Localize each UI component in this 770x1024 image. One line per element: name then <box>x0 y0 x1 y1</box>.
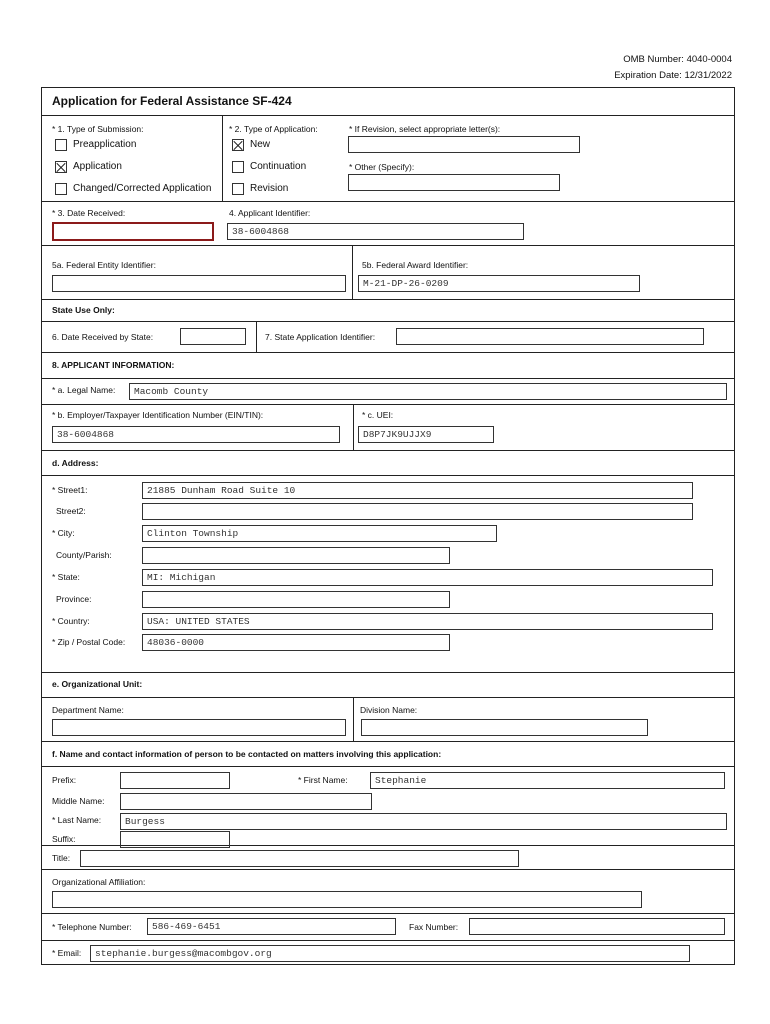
telephone-input[interactable]: 586-469-6451 <box>147 918 396 935</box>
street1-label: * Street1: <box>52 485 88 495</box>
form-title: Application for Federal Assistance SF-424 <box>52 94 292 108</box>
changed-corrected-label: Changed/Corrected Application <box>73 183 212 194</box>
province-input[interactable] <box>142 591 450 608</box>
street2-input[interactable] <box>142 503 693 520</box>
divider <box>256 321 257 352</box>
county-label: County/Parish: <box>56 550 112 560</box>
submission-label: * 1. Type of Submission: <box>52 124 144 134</box>
applicant-identifier-input[interactable]: 38-6004868 <box>227 223 524 240</box>
ein-uei-row <box>42 404 734 451</box>
email-row <box>42 940 734 965</box>
ein-input[interactable]: 38-6004868 <box>52 426 340 443</box>
org-unit-heading: e. Organizational Unit: <box>52 679 143 689</box>
fax-label: Fax Number: <box>409 922 459 932</box>
ein-label: * b. Employer/Taxpayer Identification Number (EIN/TIN): <box>52 410 264 420</box>
date-received-label: * 3. Date Received: <box>52 208 126 218</box>
revision-checkbox[interactable] <box>232 183 244 195</box>
continuation-label: Continuation <box>250 161 307 172</box>
state-app-id-input[interactable] <box>396 328 704 345</box>
state-use-row <box>42 321 734 353</box>
phone-row <box>42 913 734 941</box>
last-name-label: * Last Name: <box>52 815 102 825</box>
zip-label: * Zip / Postal Code: <box>52 637 126 647</box>
revision-letter-label: * If Revision, select appropriate letter(s): <box>349 124 501 134</box>
title-label: Title: <box>52 853 71 863</box>
fax-input[interactable] <box>469 918 725 935</box>
address-heading-row <box>42 450 734 476</box>
application-type-label: * 2. Type of Application: <box>229 124 318 134</box>
address-heading: d. Address: <box>52 458 99 468</box>
form-title-row <box>42 88 734 116</box>
state-label: * State: <box>52 572 80 582</box>
last-name-input[interactable]: Burgess <box>120 813 727 830</box>
title-input[interactable] <box>80 850 519 867</box>
country-label: * Country: <box>52 616 90 626</box>
telephone-label: * Telephone Number: <box>52 922 132 932</box>
type-row <box>42 115 734 202</box>
changed-corrected-checkbox[interactable] <box>55 183 67 195</box>
other-specify-input[interactable] <box>348 174 560 191</box>
application-label: Application <box>73 161 122 172</box>
applicant-identifier-label: 4. Applicant Identifier: <box>229 208 311 218</box>
state-use-heading: State Use Only: <box>52 305 115 315</box>
applicant-info-heading-row <box>42 352 734 379</box>
affiliation-row <box>42 869 734 914</box>
date-received-input[interactable] <box>52 222 214 241</box>
first-name-input[interactable]: Stephanie <box>370 772 725 789</box>
state-use-heading-row <box>42 299 734 322</box>
affiliation-label: Organizational Affiliation: <box>52 877 146 887</box>
title-row <box>42 845 734 870</box>
legal-name-input[interactable]: Macomb County <box>129 383 727 400</box>
affiliation-input[interactable] <box>52 891 642 908</box>
applicant-info-heading: 8. APPLICANT INFORMATION: <box>52 360 175 370</box>
contact-heading-row <box>42 741 734 767</box>
country-select[interactable]: USA: UNITED STATES <box>142 613 713 630</box>
divider <box>222 115 223 201</box>
state-date-input[interactable] <box>180 328 246 345</box>
uei-label: * c. UEI: <box>362 410 394 420</box>
revision-label: Revision <box>250 183 289 194</box>
divider <box>352 245 353 299</box>
continuation-checkbox[interactable] <box>232 161 244 173</box>
preapplication-checkbox[interactable] <box>55 139 67 151</box>
preapplication-label: Preapplication <box>73 139 137 150</box>
state-select[interactable]: MI: Michigan <box>142 569 713 586</box>
middle-name-input[interactable] <box>120 793 372 810</box>
uei-input[interactable]: D8P7JK9UJJX9 <box>358 426 494 443</box>
zip-input[interactable]: 48036-0000 <box>142 634 450 651</box>
other-specify-label: * Other (Specify): <box>349 162 415 172</box>
divider <box>353 697 354 741</box>
federal-entity-input[interactable] <box>52 275 346 292</box>
email-label: * Email: <box>52 948 82 958</box>
application-checkbox[interactable] <box>55 161 67 173</box>
org-unit-heading-row <box>42 672 734 698</box>
state-date-label: 6. Date Received by State: <box>52 332 154 342</box>
org-unit-row <box>42 697 734 742</box>
contact-heading: f. Name and contact information of person to be contacted on matters involving this application: <box>52 749 442 759</box>
prefix-label: Prefix: <box>52 775 77 785</box>
federal-award-label: 5b. Federal Award Identifier: <box>362 260 469 270</box>
city-input[interactable]: Clinton Township <box>142 525 497 542</box>
street1-input[interactable]: 21885 Dunham Road Suite 10 <box>142 482 693 499</box>
omb-info <box>614 52 732 84</box>
sf424-form <box>41 87 735 965</box>
state-app-id-label: 7. State Application Identifier: <box>265 332 376 342</box>
city-label: * City: <box>52 528 75 538</box>
division-input[interactable] <box>361 719 648 736</box>
new-checkbox[interactable] <box>232 139 244 151</box>
middle-name-label: Middle Name: <box>52 796 105 806</box>
expiration-date: Expiration Date: 12/31/2022 <box>614 70 732 81</box>
department-input[interactable] <box>52 719 346 736</box>
federal-entity-label: 5a. Federal Entity Identifier: <box>52 260 156 270</box>
contact-name-block <box>42 766 734 846</box>
department-label: Department Name: <box>52 705 124 715</box>
street2-label: Street2: <box>56 506 86 516</box>
omb-number: OMB Number: 4040-0004 <box>623 54 732 65</box>
email-input[interactable]: stephanie.burgess@macombgov.org <box>90 945 690 962</box>
new-label: New <box>250 139 271 150</box>
date-received-row <box>42 201 734 246</box>
federal-award-input[interactable]: M-21-DP-26-0209 <box>358 275 640 292</box>
address-block <box>42 475 734 673</box>
county-input[interactable] <box>142 547 450 564</box>
prefix-input[interactable] <box>120 772 230 789</box>
province-label: Province: <box>56 594 92 604</box>
legal-name-row <box>42 378 734 405</box>
divider <box>353 404 354 450</box>
division-label: Division Name: <box>360 705 418 715</box>
first-name-label: * First Name: <box>298 775 348 785</box>
legal-name-label: * a. Legal Name: <box>52 385 116 395</box>
federal-identifier-row <box>42 245 734 300</box>
revision-letter-input[interactable] <box>348 136 580 153</box>
suffix-label: Suffix: <box>52 834 76 844</box>
